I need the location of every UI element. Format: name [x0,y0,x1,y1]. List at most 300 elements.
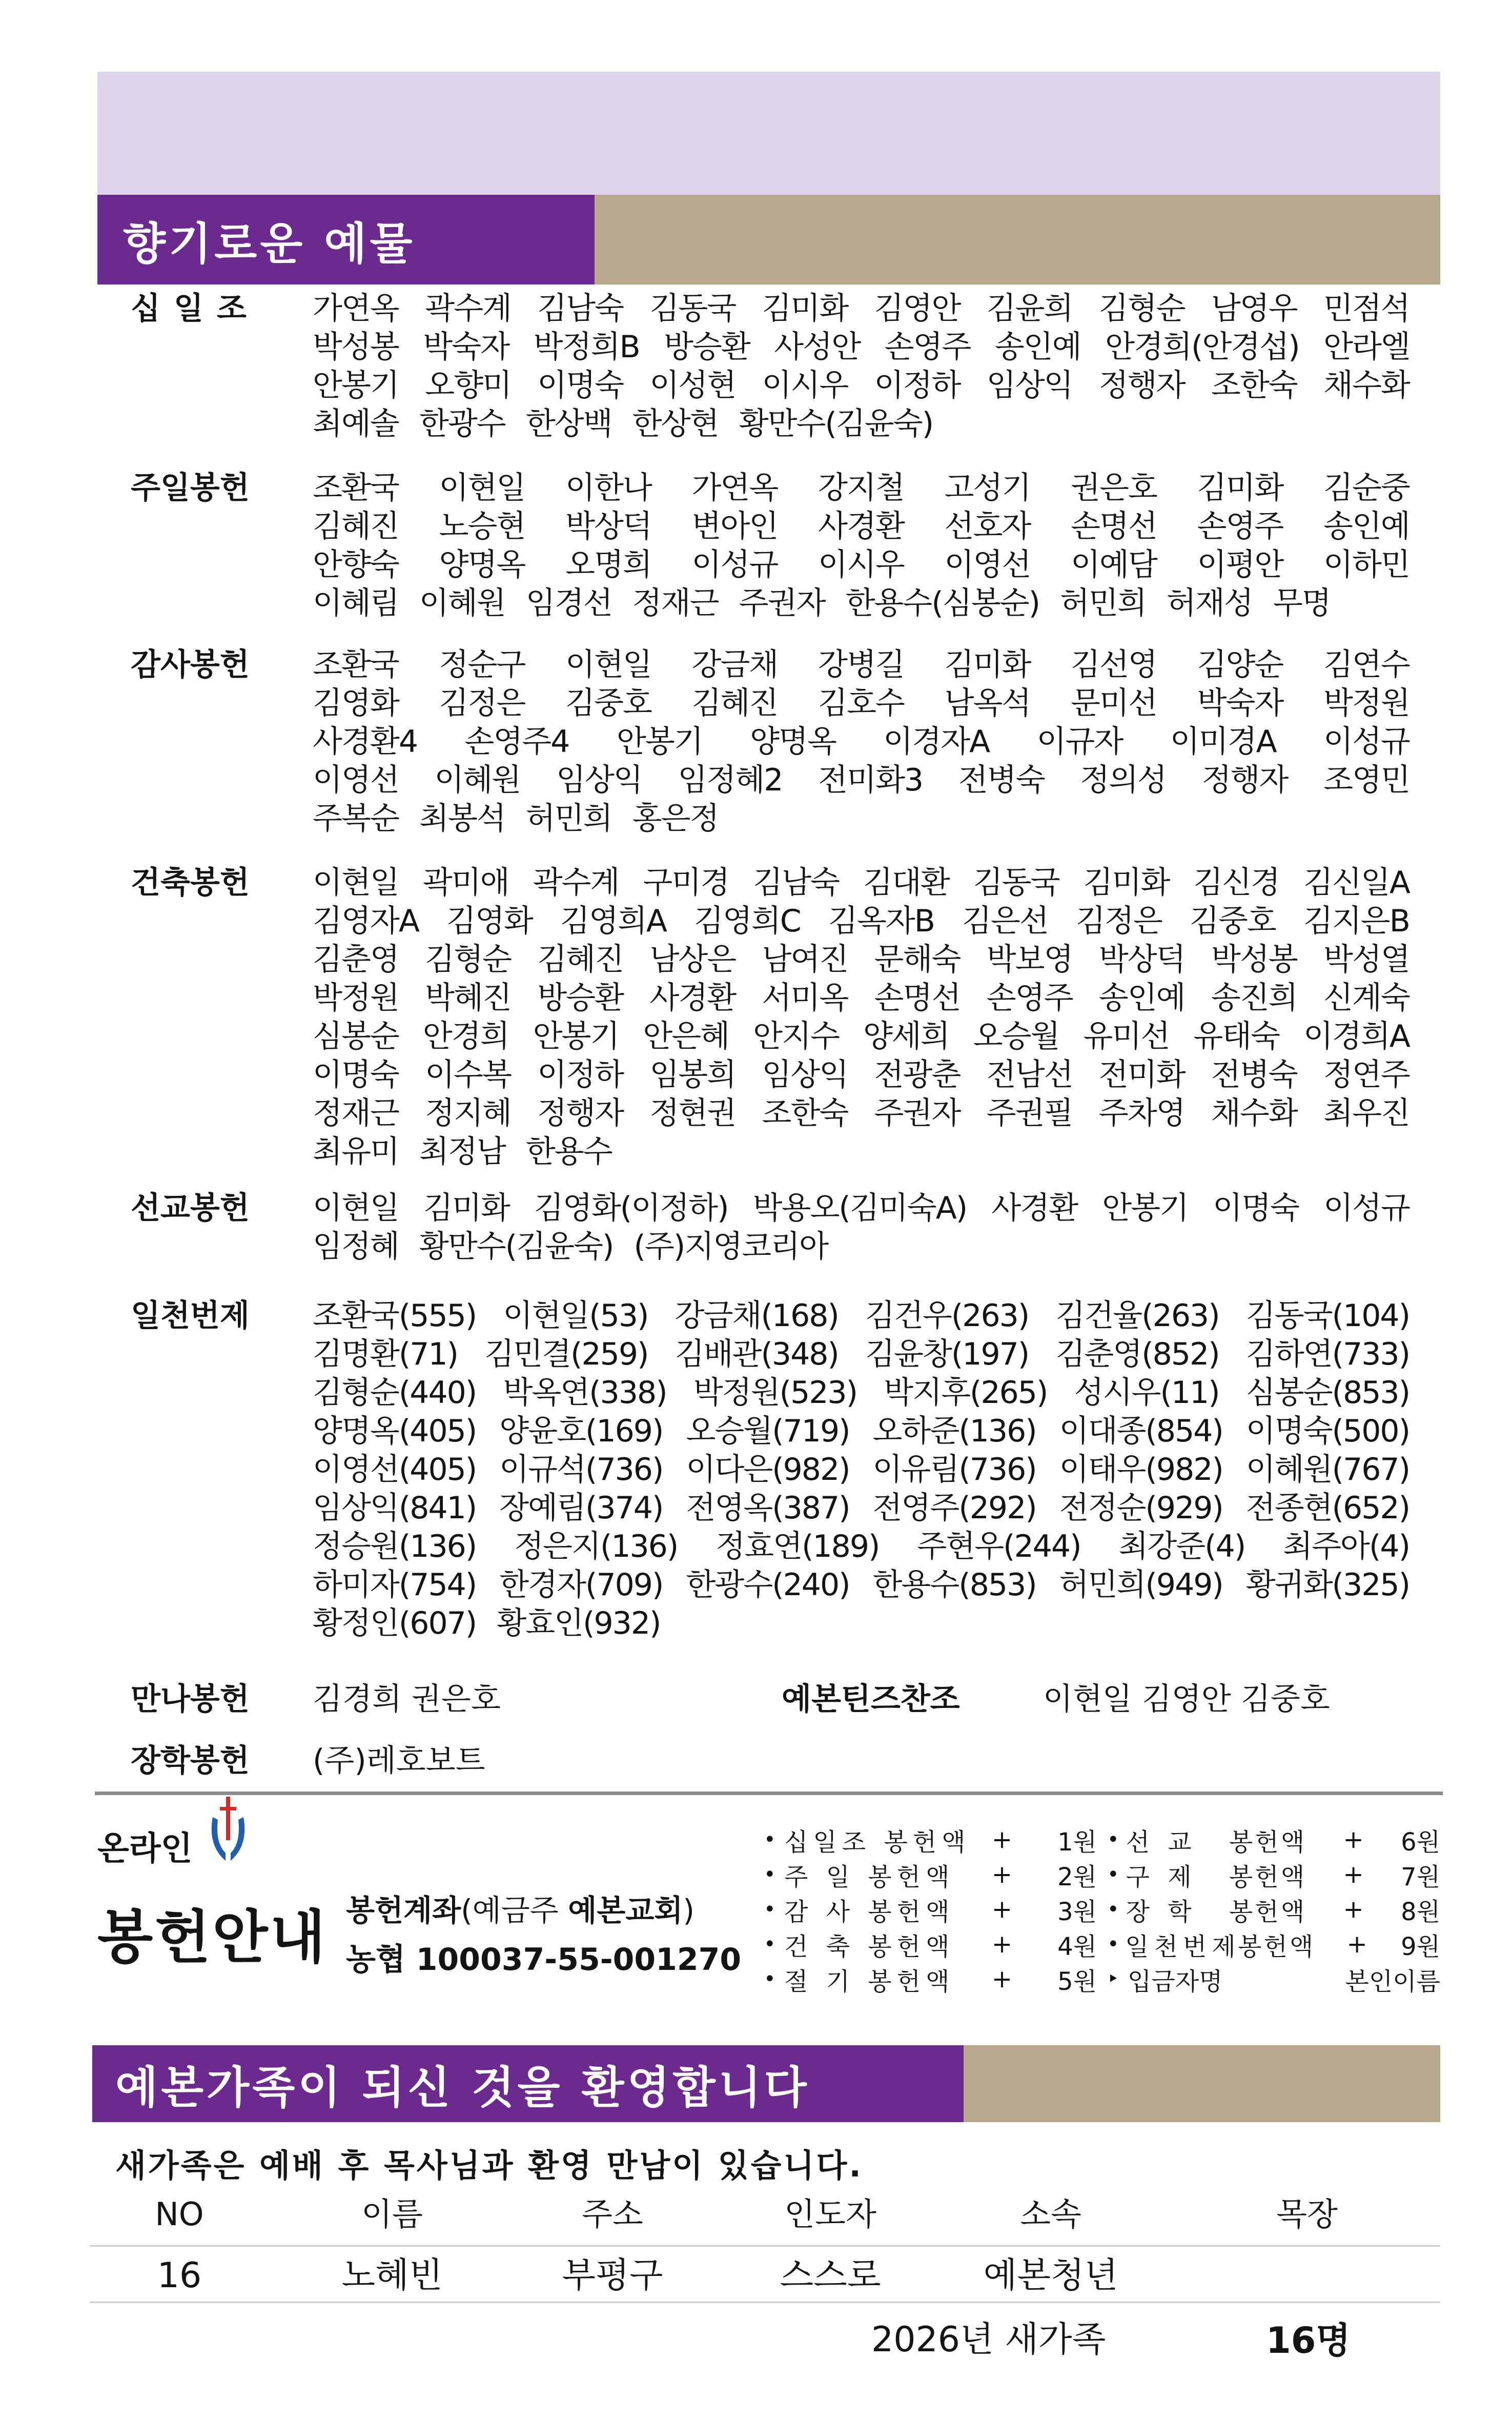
donor-name: 김대환 [863,865,949,901]
giving-code-row [764,1892,1097,1927]
yearly-newcomer-label: 2026년 새가족 [871,2319,1106,2360]
donor-name: 정현권 [649,1095,736,1131]
donor-name: 신계숙 [1323,980,1409,1016]
donor-line [313,1094,1409,1133]
donor-name: 송인예 [1098,980,1185,1016]
donor-name: 사성안 [774,329,861,365]
donor-name: 김혜진 [537,942,624,978]
donor-name: 이현일(53) [503,1298,648,1334]
donor-name: 주권자 [739,585,825,621]
donor-line [313,1528,1409,1566]
bullet-icon: • [1107,1828,1119,1851]
donor-name: 이성규 [1323,724,1409,760]
donor-name: 김미화 [944,647,1031,683]
donor-name: 임상익 [986,368,1073,403]
donor-name: 오승월 [973,1019,1059,1054]
donor-name: 이규자 [1036,724,1123,760]
donor-name: 주복순 [313,801,399,837]
giving-code-row [1107,1822,1440,1857]
donor-name: 오향미 [425,368,511,403]
donor-name: 전병숙 [958,762,1045,798]
donor-name: 채수화 [1323,368,1409,403]
donor-name: 유태숙 [1193,1019,1280,1054]
donor-name: 한광수 [419,406,505,442]
donor-name: 김혜진 [691,685,778,721]
account-number: 농협 100037-55-001270 [346,1942,742,1978]
church-cross-logo-icon [202,1794,254,1863]
newcomer-table-header [90,2189,1440,2240]
donor-name: 정행자 [1098,368,1185,403]
donor-name: 조환국(555) [313,1298,477,1334]
donor-name: 김지은B [1303,903,1409,939]
donor-name: 김연수 [1323,647,1409,683]
donor-line [313,1604,1409,1643]
donor-name: 박상덕 [1098,942,1185,978]
donor-name: 방승환 [664,329,750,365]
donor-name: 김옥자B [828,903,934,939]
donor-list [313,290,1409,443]
arrow-icon: ‣ [1107,1967,1119,1991]
depositor-value: 본인이름 [1345,1967,1440,1996]
donor-name: 이경자A [883,724,990,760]
donor-name: 김영화 [313,685,399,721]
donor-name: 전미화 [1098,1057,1185,1093]
section-divider [95,1792,1443,1795]
donor-name: 정재근 [632,585,719,621]
donor-name: 장예림(374) [499,1490,663,1526]
account-holder-prefix: (예금주 [461,1893,568,1928]
code-name: 감 사 봉헌액 [784,1897,955,1926]
plus-sign: + [991,1895,1013,1924]
donor-line [313,761,1409,800]
donor-name: 이혜원(767) [1245,1452,1409,1488]
donor-line [313,367,1409,405]
donor-name: 전영주(292) [872,1490,1036,1526]
bullet-icon: • [764,1898,776,1921]
donor-name: 김혜진 [313,508,399,544]
bullet-icon: • [1107,1898,1119,1921]
table-divider [90,2245,1440,2247]
offering-title-bar [97,195,1440,284]
donor-name: 임정혜2 [678,762,783,798]
donor-name: 김순중 [1323,470,1409,506]
donor-name: 안봉기 [1102,1190,1189,1226]
donor-name: 임정혜 [313,1229,399,1265]
donor-name: 손영주 [1197,508,1283,544]
donor-name: 김명환(71) [313,1336,458,1372]
donor-name: 김신일A [1303,865,1409,901]
welcome-title-bar [92,2045,1440,2122]
donor-line [313,902,1409,941]
donor-line [313,723,1409,761]
donor-name: 이평안 [1197,547,1283,583]
donor-name: 허재성 [1166,585,1253,621]
donor-name: 심봉순(853) [1245,1375,1409,1411]
donor-name: 김영희A [560,903,666,939]
row-address: 부평구 [562,2255,663,2296]
online-label: 온라인 [97,1830,193,1868]
donor-name: 정승원(136) [313,1529,477,1564]
donor-name: 이현일 [313,865,399,901]
donor-name: 정재근 [313,1095,399,1131]
donor-name: 허민희 [1060,585,1146,621]
donor-name: 곽수계 [533,865,619,901]
donor-name: 최유미 [313,1134,399,1170]
donor-name: 이명숙 [313,1057,399,1093]
donor-name: 서미옥 [762,980,848,1016]
donor-name: 허민희 [525,801,612,837]
giving-codes-left [764,1822,1097,1997]
donor-name: 이영선 [944,547,1031,583]
donor-name: 최강준(4) [1118,1529,1245,1564]
donor-line [313,546,1409,584]
donor-name: 김영희C [694,903,801,939]
donor-name: 정행자 [1201,762,1288,798]
code-value: 4원 [1057,1932,1097,1961]
plus-sign: + [1346,1930,1367,1959]
plus-sign: + [991,1825,1013,1854]
donor-name: 양윤호(169) [499,1413,663,1449]
code-value: 9원 [1401,1932,1440,1961]
donor-name: 최정남 [419,1134,505,1170]
yearly-newcomer-count: 16명 [1266,2319,1351,2362]
donor-name: 사경환 [649,980,736,1016]
donor-name: 김중호 [565,685,651,721]
manna-label: 만나봉헌 [131,1681,250,1717]
plus-sign: + [991,1860,1013,1889]
donor-name: 강병길 [818,647,904,683]
offering-title: 향기로운 예물 [97,195,595,284]
donor-list [313,864,1409,1171]
donor-line [313,1228,1409,1266]
giving-code-row [764,1927,1097,1962]
code-sub: 봉헌액 [1238,1932,1316,1961]
tinz-label: 예본틴즈찬조 [782,1681,960,1717]
donor-name: 김미화 [423,1190,509,1226]
donor-name: 문해숙 [874,942,961,978]
donor-name: 사경환4 [313,724,418,760]
donor-name: 최주아(4) [1283,1529,1409,1564]
donor-name: 이영선(405) [313,1452,477,1488]
giving-title: 봉헌안내 [97,1904,328,1971]
donor-name: 조한숙 [762,1095,848,1131]
account-holder-name: 예본교회 [568,1893,683,1928]
donor-name: 안봉기 [533,1019,619,1054]
donor-line [313,1566,1409,1604]
donor-name: 김은선 [962,903,1048,939]
donor-name: 박지후(265) [884,1375,1048,1411]
donor-name: 박정희B [533,329,640,365]
donor-name: 김신경 [1193,865,1280,901]
donor-name: 김정은 [439,685,525,721]
code-name: 십일조 봉헌액 [784,1827,971,1857]
donor-name: 안경희(안경섭) [1105,329,1299,365]
donor-name: 이한나 [565,470,651,506]
donor-name: 이현일 [313,1190,399,1226]
donor-name: 이명숙(500) [1245,1413,1409,1449]
donor-name: 이시우 [818,547,904,583]
bullet-icon: • [1107,1863,1119,1886]
donor-line [313,405,1409,443]
section-label: 일천번제 [131,1298,250,1334]
donor-name: 김배관(348) [675,1336,839,1372]
donor-name: 박숙자 [423,329,509,365]
donor-name: 구미경 [643,865,729,901]
donor-name: 임상익(841) [313,1490,477,1526]
donor-name: 이다은(982) [686,1452,850,1488]
donor-line [313,684,1409,723]
donor-name: 황정인(607) [313,1605,477,1641]
donor-name: 한용수(853) [872,1567,1036,1603]
code-value: 2원 [1057,1862,1097,1891]
bullet-icon: • [764,1967,776,1991]
donor-name: 주차영 [1098,1095,1185,1131]
scholarship-row [97,1738,1409,1784]
donor-name: 양명옥(405) [313,1413,477,1449]
donor-line [313,1056,1409,1094]
donor-line [313,1335,1409,1374]
donor-name: 조영민 [1323,762,1409,798]
donor-name: 홍은정 [632,801,719,837]
donor-name: 정순구 [439,647,525,683]
scholarship-names: (주)레호보트 [313,1743,485,1779]
donor-line [313,584,1409,623]
header-band [97,72,1440,195]
donor-name: 문미선 [1071,685,1157,721]
row-guide: 스스로 [780,2255,881,2296]
code-sub: 봉헌액 [1229,1827,1307,1857]
section-label: 주일봉헌 [131,470,250,506]
donor-name: 김호수 [818,685,904,721]
plus-sign: + [1343,1825,1364,1854]
donor-name: 양명옥 [750,724,836,760]
account-label: 봉헌계좌 [346,1893,461,1928]
donor-list [313,1297,1409,1643]
donor-name: 박성열 [1323,942,1409,978]
donor-line [313,290,1409,328]
code-value: 8원 [1401,1897,1440,1926]
title-accent [595,195,1440,284]
donor-name: 김선영 [1071,647,1157,683]
donor-name: 김남숙 [753,865,840,901]
donor-line [313,646,1409,684]
donor-line [313,1489,1409,1528]
giving-code-row [764,1822,1097,1857]
donor-name: 심봉순 [313,1019,399,1054]
giving-code-row [1107,1857,1440,1892]
donor-name: 정행자 [537,1095,624,1131]
donor-name: 유미선 [1083,1019,1170,1054]
code-value: 6원 [1401,1827,1440,1857]
donor-name: 김윤창(197) [865,1336,1029,1372]
donor-name: 오명희 [565,547,651,583]
donor-name: 안라엘 [1323,329,1409,365]
code-name: 구 제 [1126,1862,1197,1891]
donor-name: 이경희A [1303,1019,1409,1054]
donor-name: 김하연(733) [1245,1336,1409,1372]
donor-name: 이정하 [874,368,961,403]
donor-name: 오승월(719) [686,1413,850,1449]
donor-name: 한용수(심봉순) [845,585,1040,621]
donor-line [313,1374,1409,1412]
donor-name: 이영선 [313,762,399,798]
donor-name: 가연옥 [313,291,399,327]
donor-line [313,1133,1409,1171]
col-guide: 인도자 [784,2195,876,2233]
donor-name: 고성기 [944,470,1031,506]
donor-name: 김형순 [425,942,511,978]
account-holder-close: ) [683,1893,695,1928]
donor-line [313,941,1409,979]
col-group: 소속 [1020,2195,1081,2233]
donor-name: 송인예 [1323,508,1409,544]
donor-name: 곽미애 [422,865,509,901]
donor-name: 김영안 [874,291,961,327]
donor-name: 박옥연(338) [503,1375,667,1411]
donor-name: 김영자A [313,903,419,939]
donor-name: 전미화3 [818,762,923,798]
donor-name: 민점석 [1323,291,1409,327]
code-value: 5원 [1057,1967,1097,1996]
donor-line [313,507,1409,546]
donor-name: 김형순 [1098,291,1185,327]
donor-name: 이성규 [1323,1190,1409,1226]
donor-name: 이규석(736) [499,1452,663,1488]
donor-name: 정지혜 [425,1095,511,1131]
donor-name: 안은혜 [643,1019,729,1054]
donor-name: 김형순(440) [313,1375,477,1411]
donor-name: 한광수(240) [686,1567,850,1603]
bullet-icon: • [764,1863,776,1886]
donor-name: 채수화 [1211,1095,1297,1131]
donor-name: 황효인(932) [497,1605,661,1641]
donor-name: 이혜원 [434,762,521,798]
col-name: 이름 [361,2195,423,2233]
donor-name: 한경자(709) [499,1567,663,1603]
donor-name: 임봉희 [649,1057,736,1093]
donor-name: 손영주4 [464,724,569,760]
donor-name: 박정원 [313,980,399,1016]
donor-name: 박용오(김미숙A) [752,1190,967,1226]
donor-name: 사경환 [818,508,904,544]
donor-name: 사경환 [991,1190,1078,1226]
donor-name: 최예솔 [313,406,399,442]
donor-name: 김건우(263) [865,1298,1029,1334]
donor-name: 전광춘 [874,1057,961,1093]
table-divider [90,2302,1440,2303]
donor-name: 김동국(104) [1245,1298,1409,1334]
donor-name: 조환국 [313,647,399,683]
manna-names: 김경희 권은호 [313,1681,501,1717]
donor-name: 박성봉 [313,329,399,365]
plus-sign: + [991,1965,1013,1993]
account-info [346,1886,694,1929]
giving-codes-right [1107,1822,1440,1997]
donor-name: 강금채 [691,647,778,683]
donor-name: 최우진 [1323,1095,1409,1131]
donor-name: 손영주 [884,329,971,365]
donor-line [313,1189,1409,1228]
donor-name: 이현일 [439,470,525,506]
bullet-icon: • [764,1932,776,1956]
donor-name: 이정하 [537,1057,624,1093]
donor-name: 정연주 [1323,1057,1409,1093]
donor-name: 남여진 [762,942,848,978]
donor-name: 주권필 [986,1095,1073,1131]
donor-line [313,1412,1409,1451]
donor-name: 곽수계 [425,291,511,327]
donor-line [313,1017,1409,1056]
row-no: 16 [157,2255,202,2296]
plus-sign: + [1343,1895,1364,1924]
tinz-names: 이현일 김영안 김중호 [1043,1681,1330,1717]
depositor-label: 입금자명 [1128,1967,1223,1996]
donor-name: 김미화 [1083,865,1170,901]
scholarship-label: 장학봉헌 [131,1743,250,1779]
donor-name: 박성봉 [1211,942,1297,978]
donor-name: 조한숙 [1211,368,1297,403]
donor-name: 김윤희 [986,291,1073,327]
donor-name: 한상백 [525,406,612,442]
donor-name: 이명숙 [1213,1190,1299,1226]
donor-name: 전종현(652) [1245,1490,1409,1526]
donor-name: 양명옥 [439,547,525,583]
donor-name: 이혜림 [313,585,399,621]
donor-name: 안경희 [422,1019,509,1054]
col-address: 주소 [582,2195,643,2233]
donor-name: 손명선 [1071,508,1157,544]
donor-line [313,1297,1409,1335]
donor-name: 이명숙 [537,368,624,403]
donor-name: 권은호 [1071,470,1157,506]
donor-name: 노승현 [439,508,525,544]
donor-name: 주권자 [874,1095,961,1131]
donor-name: 이하민 [1323,547,1409,583]
title-accent [964,2045,1440,2122]
donor-name: 김남숙 [537,291,624,327]
donor-name: 이시우 [762,368,848,403]
donor-name: 이성규 [691,547,778,583]
donor-name: 김중호 [1189,903,1276,939]
depositor-row [1107,1962,1440,1997]
donor-name: 김건율(263) [1055,1298,1219,1334]
donor-name: 전병숙 [1211,1057,1297,1093]
donor-name: 이미경A [1170,724,1276,760]
donor-name: 조환국 [313,470,399,506]
donor-name: 정의성 [1080,762,1167,798]
code-name: 주 일 봉헌액 [784,1862,955,1891]
donor-name: 무명 [1273,585,1331,621]
section-label: 선교봉헌 [131,1190,250,1226]
donor-list [313,1189,1409,1266]
donor-name: 선호자 [944,508,1031,544]
donor-line [313,979,1409,1017]
donor-name: 주현우(244) [917,1529,1081,1564]
donor-name: 오하준(136) [872,1413,1036,1449]
code-sub: 봉헌액 [1229,1897,1307,1926]
donor-name: 전남선 [986,1057,1073,1093]
donor-name: 황귀화(325) [1245,1567,1409,1603]
donor-name: 박혜진 [425,980,511,1016]
donor-name: 안지수 [753,1019,840,1054]
donor-name: 김양순 [1197,647,1283,683]
donor-name: 하미자(754) [313,1567,477,1603]
donor-line [313,864,1409,902]
donor-name: 안봉기 [313,368,399,403]
col-no: NO [155,2195,204,2233]
giving-code-row [764,1962,1097,1997]
plus-sign: + [1343,1860,1364,1889]
